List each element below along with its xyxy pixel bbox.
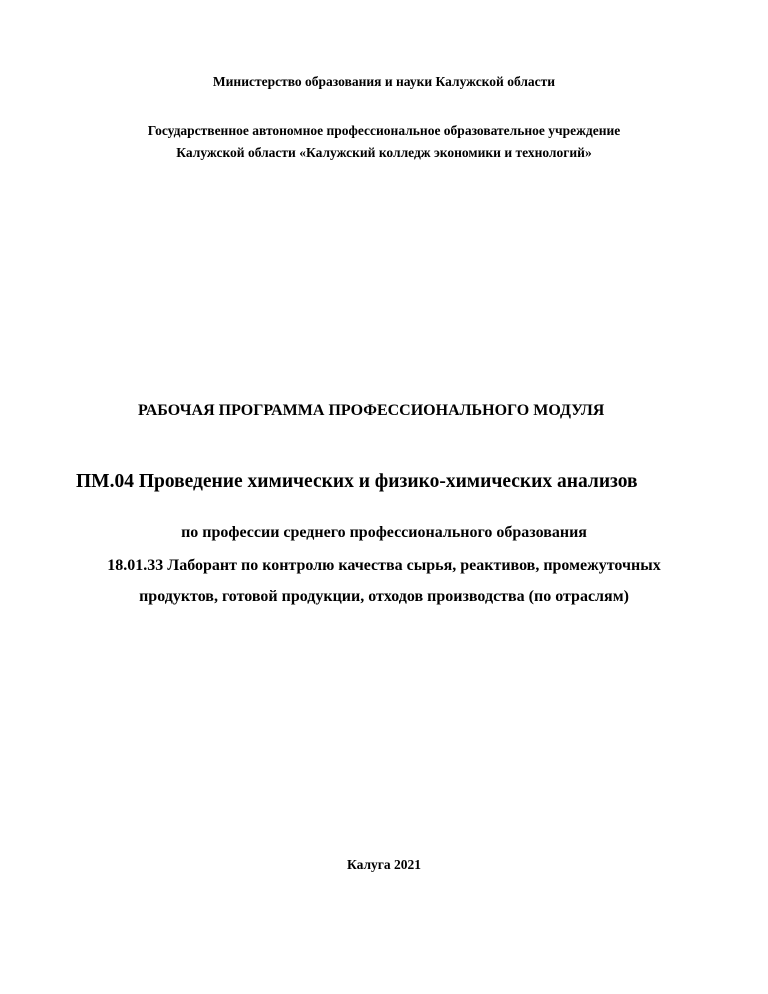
profession-code-line2: продуктов, готовой продукции, отходов производства (по отраслям) — [139, 588, 629, 605]
profession-code-line1: 18.01.33 Лаборант по контролю качества сырья, реактивов, промежуточных — [107, 557, 661, 574]
institution-name-line2: Калужской области «Калужский колледж экономики и технологий» — [176, 145, 592, 160]
ministry-name: Министерство образования и науки Калужской области — [212, 74, 556, 89]
city-year: Калуга 2021 — [346, 857, 422, 872]
profession-intro: по профессии среднего профессионального образования — [181, 524, 587, 541]
institution-name-line1: Государственное автономное профессиональное образовательное учреждение — [147, 123, 621, 138]
program-heading: РАБОЧАЯ ПРОГРАММА ПРОФЕССИОНАЛЬНОГО МОДУЛЯ — [138, 402, 605, 419]
module-title: ПМ.04 Проведение химических и физико-химических анализов — [76, 471, 638, 492]
